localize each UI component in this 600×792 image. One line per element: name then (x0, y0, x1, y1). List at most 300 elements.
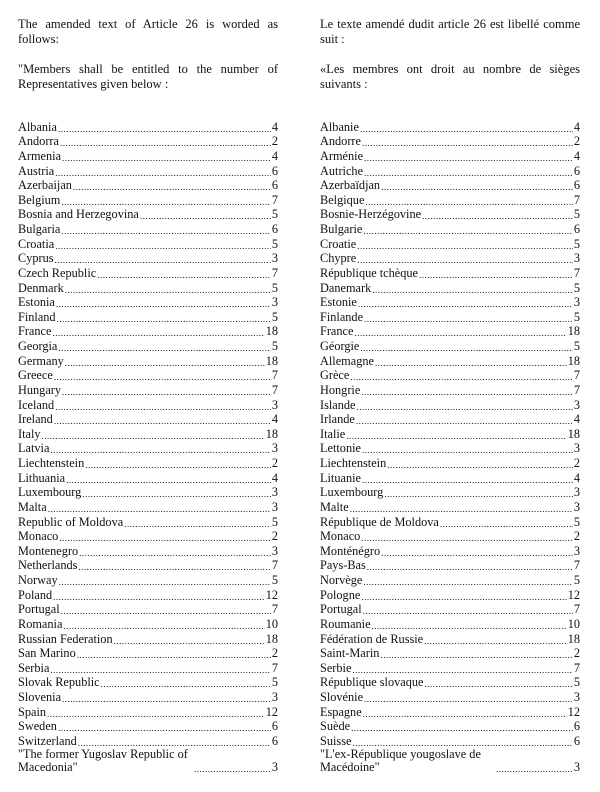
member-name: Serbie (320, 660, 352, 675)
member-seats: 6 (271, 733, 278, 748)
dot-leader (62, 153, 271, 163)
dot-leader (101, 679, 271, 689)
member-row (320, 572, 580, 587)
member-name: Estonia (18, 295, 55, 310)
member-row (18, 485, 278, 500)
member-seats: 4 (573, 470, 580, 485)
member-name: Arménie (320, 148, 364, 163)
dot-leader (85, 460, 271, 470)
member-name: Bosnia and Herzegovina (18, 207, 139, 222)
member-row (18, 587, 278, 602)
member-row (18, 207, 278, 222)
member-row (18, 602, 278, 617)
dot-leader (364, 314, 573, 324)
member-row (18, 719, 278, 734)
member-name: Azerbaïdjan (320, 178, 381, 193)
member-seats: 2 (271, 529, 278, 544)
member-row (18, 397, 278, 412)
member-name: Hungary (18, 382, 62, 397)
member-seats: 2 (271, 456, 278, 470)
member-seats: 3 (271, 485, 278, 500)
member-seats: 5 (573, 309, 580, 324)
member-row (320, 178, 580, 193)
member-name: Austria (18, 163, 55, 178)
member-name: Slovak Republic (18, 675, 100, 690)
dot-leader (496, 764, 573, 774)
member-seats: 3 (271, 441, 278, 456)
member-seats: 7 (271, 558, 278, 573)
member-seats: 3 (573, 759, 580, 774)
dot-leader (357, 255, 573, 265)
member-row (320, 514, 580, 529)
member-row (18, 265, 278, 280)
member-row (320, 251, 580, 266)
member-name: Géorgie (320, 339, 360, 353)
member-seats: 4 (573, 412, 580, 427)
member-row (320, 295, 580, 310)
member-name: Luxembourg (18, 485, 82, 500)
member-row (320, 119, 580, 134)
member-row (18, 572, 278, 587)
member-name: Germany (18, 353, 64, 368)
member-seats: 3 (271, 499, 278, 514)
member-seats: 7 (573, 382, 580, 397)
english-lead: "Members shall be entitled to the number of Representatives given below : (18, 62, 278, 91)
dot-leader (372, 285, 573, 295)
member-row (320, 192, 580, 207)
member-row (18, 163, 278, 178)
member-name: Monaco (320, 529, 361, 544)
member-row (18, 631, 278, 646)
member-seats: 5 (573, 675, 580, 690)
member-row (18, 748, 278, 774)
member-name: Finlande (320, 309, 364, 324)
member-seats: 6 (573, 222, 580, 236)
member-seats: 6 (573, 163, 580, 178)
member-name: Saint-Marin (320, 646, 380, 661)
member-name: Fédération de Russie (320, 631, 424, 646)
dot-leader (58, 723, 271, 733)
dot-leader (363, 577, 573, 587)
dot-leader (56, 299, 271, 309)
member-row (320, 704, 580, 719)
member-name: Portugal (18, 602, 60, 617)
member-name: Malta (18, 499, 47, 514)
dot-leader (357, 402, 573, 412)
member-seats: 5 (573, 236, 580, 251)
member-seats: 6 (271, 178, 278, 193)
member-name: Islande (320, 397, 356, 412)
member-name: Liechtenstein (320, 456, 387, 470)
member-seats: 6 (271, 719, 278, 734)
dot-leader (381, 548, 573, 558)
member-seats: 2 (271, 134, 278, 149)
dot-leader (140, 211, 271, 221)
dot-leader (55, 402, 271, 412)
member-seats: 5 (573, 514, 580, 529)
member-row (320, 602, 580, 617)
member-seats: 12 (265, 587, 278, 602)
member-seats: 12 (567, 704, 580, 719)
member-row (18, 353, 278, 368)
dot-leader (361, 533, 573, 543)
member-row (320, 529, 580, 544)
member-seats: 4 (271, 412, 278, 427)
member-row (18, 309, 278, 324)
member-name: Slovenia (18, 690, 62, 704)
dot-leader (63, 621, 264, 631)
dot-leader (54, 372, 271, 382)
dot-leader (363, 709, 567, 719)
member-name: "L'ex-République yougoslave de Macédoine" (320, 746, 481, 774)
french-member-list (320, 119, 580, 774)
dot-leader (424, 679, 572, 689)
dot-leader (82, 489, 271, 499)
member-seats: 3 (573, 485, 580, 500)
member-name: Albanie (320, 119, 359, 134)
member-row (18, 412, 278, 427)
member-name: Norvège (320, 573, 363, 587)
member-seats: 5 (271, 514, 278, 529)
member-seats: 3 (573, 295, 580, 310)
member-name: Latvia (18, 441, 50, 456)
member-row (320, 309, 580, 324)
member-row (18, 382, 278, 397)
member-row (320, 485, 580, 500)
member-seats: 6 (573, 733, 580, 748)
member-row (320, 441, 580, 456)
dot-leader (360, 124, 573, 134)
dot-leader (66, 475, 271, 485)
dot-leader (419, 270, 573, 280)
member-seats: 7 (271, 382, 278, 397)
member-seats: 3 (271, 295, 278, 310)
member-name: Bosnie-Herzégovine (320, 207, 422, 222)
member-row (320, 280, 580, 295)
member-name: Albania (18, 119, 57, 134)
member-name: Estonie (320, 295, 357, 310)
member-seats: 3 (573, 690, 580, 704)
member-seats: 4 (573, 148, 580, 163)
member-row (18, 704, 278, 719)
member-name: San Marino (18, 646, 76, 661)
member-name: Cyprus (18, 251, 54, 266)
member-name: Denmark (18, 280, 64, 295)
member-name: Suisse (320, 733, 352, 748)
member-seats: 10 (265, 616, 278, 631)
member-name: Pologne (320, 587, 361, 602)
dot-leader (59, 533, 271, 543)
member-name: France (320, 324, 354, 339)
member-name: Montenegro (18, 543, 79, 558)
member-name: Lituanie (320, 470, 361, 485)
member-name: Malte (320, 499, 349, 514)
member-seats: 18 (567, 426, 580, 441)
dot-leader (52, 328, 264, 338)
member-seats: 3 (573, 441, 580, 456)
member-row (320, 134, 580, 149)
member-row (320, 353, 580, 368)
member-seats: 2 (573, 456, 580, 470)
member-seats: 3 (573, 397, 580, 412)
member-seats: 5 (573, 339, 580, 353)
dot-leader (351, 723, 573, 733)
member-seats: 2 (573, 134, 580, 149)
member-name: Serbia (18, 660, 50, 675)
member-row (18, 426, 278, 441)
member-name: Luxembourg (320, 485, 384, 500)
dot-leader (77, 650, 271, 660)
dot-leader (354, 328, 566, 338)
member-name: Ireland (18, 412, 53, 427)
member-seats: 18 (567, 324, 580, 339)
dot-leader (55, 241, 271, 251)
member-name: Switzerland (18, 733, 77, 748)
member-seats: 3 (271, 543, 278, 558)
member-row (18, 470, 278, 485)
member-seats: 4 (271, 470, 278, 485)
member-row (18, 543, 278, 558)
dot-leader (346, 431, 566, 441)
member-row (18, 660, 278, 675)
member-seats: 3 (573, 251, 580, 266)
dot-leader (440, 519, 573, 529)
member-seats: 7 (573, 660, 580, 675)
member-seats: 5 (271, 675, 278, 690)
member-name: Republic of Moldova (18, 514, 124, 529)
member-row (320, 631, 580, 646)
member-row (18, 178, 278, 193)
member-name: Danemark (320, 280, 372, 295)
member-row (320, 675, 580, 690)
member-seats: 5 (271, 573, 278, 587)
dot-leader (65, 285, 271, 295)
member-row (320, 558, 580, 573)
member-name: Azerbaijan (18, 178, 72, 193)
member-name: République tchèque (320, 265, 419, 280)
member-row (18, 499, 278, 514)
member-name: Italie (320, 426, 346, 441)
dot-leader (114, 636, 265, 646)
dot-leader (61, 606, 271, 616)
member-row (320, 221, 580, 236)
member-name: Monténégro (320, 543, 381, 558)
member-seats: 6 (573, 719, 580, 734)
dot-leader (48, 504, 271, 514)
dot-leader (384, 489, 573, 499)
member-row (320, 148, 580, 163)
member-name: Armenia (18, 148, 62, 163)
member-name: Roumanie (320, 616, 371, 631)
dot-leader (53, 592, 265, 602)
member-row (320, 397, 580, 412)
member-seats: 5 (573, 573, 580, 587)
member-name: Spain (18, 704, 47, 719)
dot-leader (358, 299, 573, 309)
member-row (320, 207, 580, 222)
dot-leader (362, 445, 573, 455)
member-seats: 3 (573, 499, 580, 514)
member-seats: 18 (265, 353, 278, 368)
member-row (18, 338, 278, 353)
member-name: Czech Republic (18, 265, 97, 280)
member-name: Russian Federation (18, 631, 113, 646)
member-name: Hongrie (320, 382, 361, 397)
dot-leader (363, 226, 573, 236)
dot-leader (362, 138, 573, 148)
member-row (320, 646, 580, 661)
dot-leader (54, 416, 271, 426)
member-name: Bulgarie (320, 222, 363, 236)
member-row (320, 455, 580, 470)
dot-leader (364, 153, 573, 163)
member-seats: 7 (573, 368, 580, 383)
dot-leader (58, 124, 271, 134)
member-name: Iceland (18, 397, 55, 412)
member-seats: 7 (271, 602, 278, 617)
member-row (18, 324, 278, 339)
member-name: Slovénie (320, 690, 364, 704)
member-row (320, 163, 580, 178)
member-row (18, 134, 278, 149)
member-row (18, 192, 278, 207)
french-lead: «Les membres ont droit au nombre de sièges suivants : (320, 62, 580, 91)
dot-leader (60, 138, 271, 148)
member-row (18, 441, 278, 456)
member-row (320, 660, 580, 675)
dot-leader (372, 621, 567, 631)
member-seats: 5 (271, 339, 278, 353)
dot-leader (364, 694, 573, 704)
member-name: Lithuania (18, 470, 66, 485)
member-row (18, 675, 278, 690)
member-name: Autriche (320, 163, 364, 178)
dot-leader (50, 445, 270, 455)
member-row (18, 368, 278, 383)
member-seats: 2 (271, 646, 278, 661)
dot-leader (55, 168, 271, 178)
member-name: Portugal (320, 602, 362, 617)
dot-leader (124, 519, 271, 529)
member-row (18, 236, 278, 251)
member-name: Romania (18, 616, 63, 631)
member-row (320, 616, 580, 631)
english-intro: The amended text of Article 26 is worded as follows: (18, 17, 278, 46)
member-row (320, 338, 580, 353)
dot-leader (57, 314, 271, 324)
member-row (18, 529, 278, 544)
member-name: Belgique (320, 192, 365, 207)
member-name: République de Moldova (320, 514, 439, 529)
member-name: Poland (18, 587, 53, 602)
member-seats: 3 (573, 543, 580, 558)
member-seats: 5 (271, 207, 278, 222)
member-seats: 7 (271, 192, 278, 207)
member-seats: 2 (573, 529, 580, 544)
dot-leader (362, 475, 573, 485)
member-name: Grèce (320, 368, 350, 383)
dot-leader (62, 387, 271, 397)
member-row (18, 514, 278, 529)
member-seats: 5 (573, 207, 580, 222)
dot-leader (59, 577, 271, 587)
member-row (320, 368, 580, 383)
member-seats: 6 (271, 163, 278, 178)
member-row (320, 412, 580, 427)
member-name: Belgium (18, 192, 61, 207)
member-row (320, 382, 580, 397)
dot-leader (61, 197, 270, 207)
member-row (320, 587, 580, 602)
dot-leader (380, 650, 572, 660)
member-seats: 3 (271, 759, 278, 774)
dot-leader (78, 562, 270, 572)
member-seats: 3 (271, 690, 278, 704)
member-row (320, 748, 580, 774)
member-seats: 18 (265, 426, 278, 441)
member-seats: 18 (567, 631, 580, 646)
member-name: Georgia (18, 339, 58, 353)
member-row (320, 426, 580, 441)
dot-leader (62, 694, 271, 704)
member-row (18, 646, 278, 661)
dot-leader (381, 182, 573, 192)
member-seats: 18 (265, 324, 278, 339)
member-name: Norway (18, 573, 58, 587)
member-seats: 6 (271, 222, 278, 236)
dot-leader (50, 665, 270, 675)
member-seats: 7 (573, 265, 580, 280)
member-seats: 18 (567, 353, 580, 368)
dot-leader (365, 197, 572, 207)
member-row (18, 295, 278, 310)
member-seats: 12 (567, 587, 580, 602)
member-name: Liechtenstein (18, 456, 85, 470)
member-row (18, 251, 278, 266)
dot-leader (42, 431, 265, 441)
dot-leader (65, 358, 265, 368)
member-name: Italy (18, 426, 41, 441)
member-seats: 5 (271, 280, 278, 295)
member-seats: 7 (573, 192, 580, 207)
member-name: Finland (18, 309, 56, 324)
dot-leader (350, 504, 573, 514)
member-row (18, 455, 278, 470)
member-seats: 10 (567, 616, 580, 631)
member-seats: 4 (271, 119, 278, 134)
member-name: Chypre (320, 251, 357, 266)
member-seats: 7 (271, 660, 278, 675)
member-row (18, 221, 278, 236)
member-name: Greece (18, 368, 53, 383)
member-seats: 7 (271, 368, 278, 383)
member-seats: 7 (573, 602, 580, 617)
member-name: Lettonie (320, 441, 361, 456)
dot-leader (367, 562, 573, 572)
member-name: Sweden (18, 719, 57, 734)
member-seats: 5 (573, 280, 580, 295)
member-row (18, 616, 278, 631)
french-intro: Le texte amendé dudit article 26 est libellé comme suit : (320, 17, 580, 46)
member-row (320, 265, 580, 280)
member-seats: 5 (271, 309, 278, 324)
member-row (320, 236, 580, 251)
member-name: Pays-Bas (320, 558, 366, 573)
member-name: "The former Yugoslav Republic of Macedonia" (18, 746, 188, 774)
dot-leader (352, 665, 572, 675)
dot-leader (357, 241, 573, 251)
dot-leader (47, 709, 265, 719)
